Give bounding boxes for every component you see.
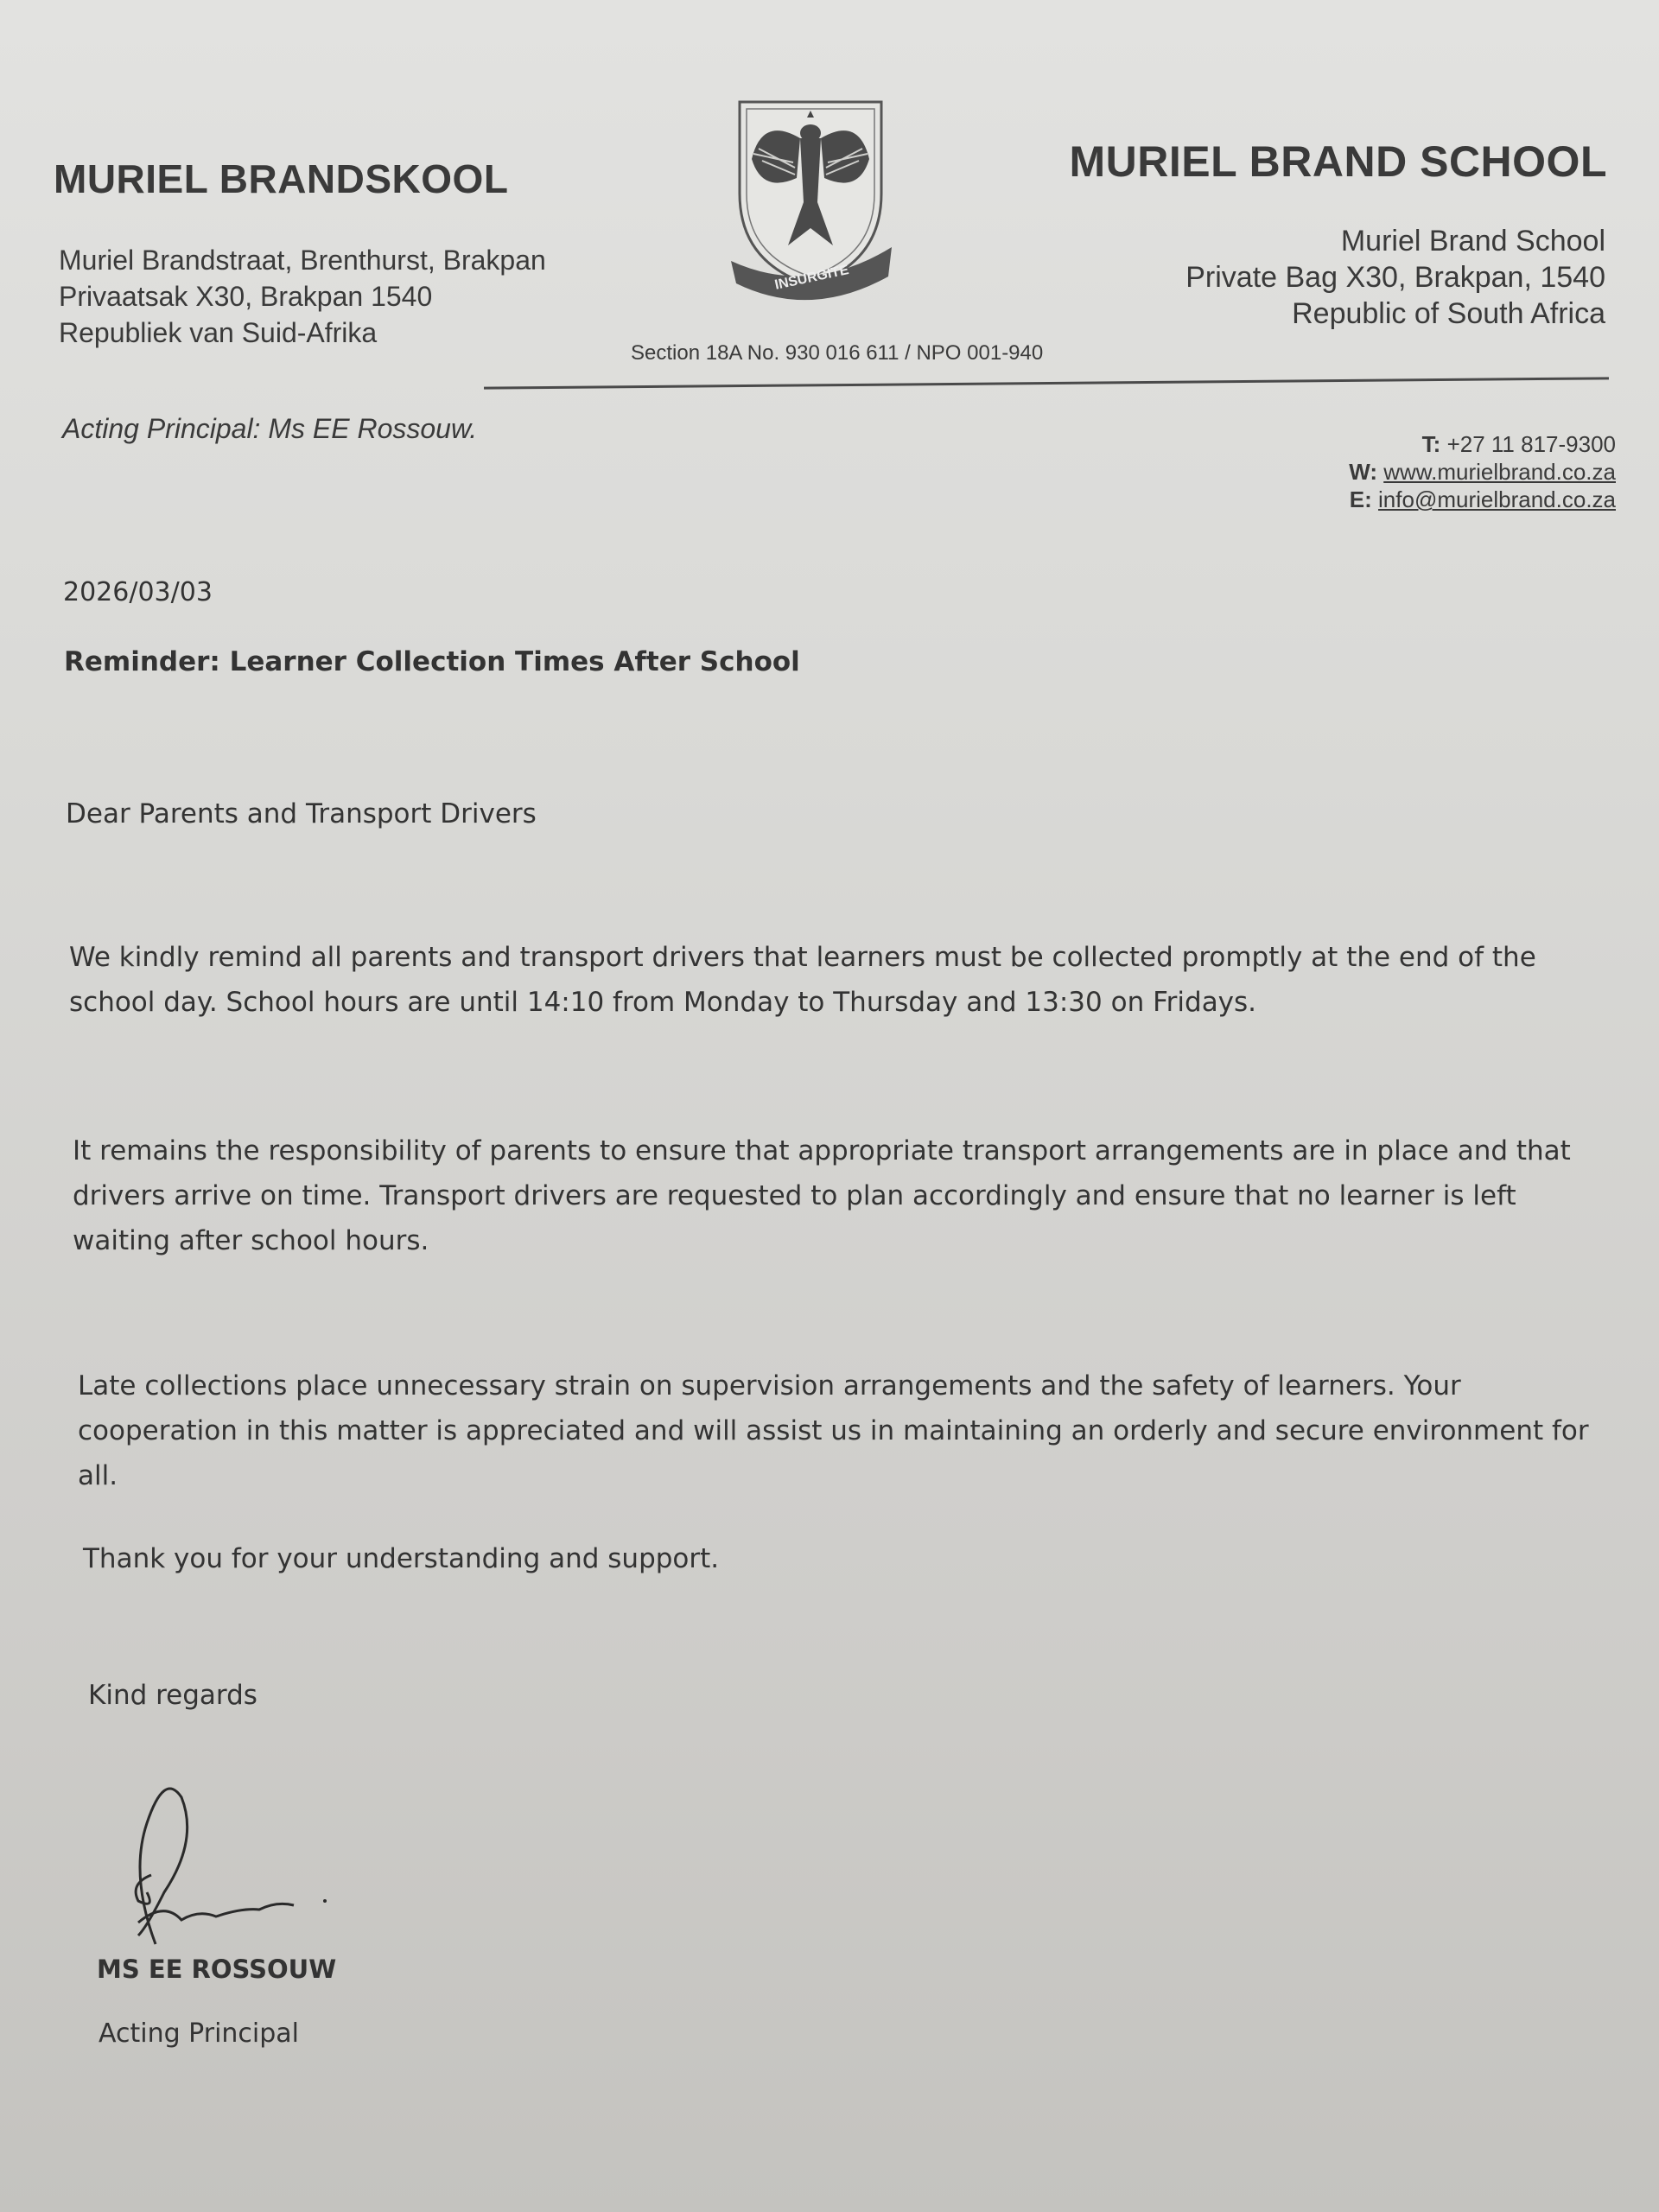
- letter-date: 2026/03/03: [63, 577, 213, 607]
- address-line: Privaatsak X30, Brakpan 1540: [59, 281, 433, 312]
- email-line: [1349, 486, 1616, 513]
- phone-label: T:: [1421, 431, 1441, 457]
- paragraph-1: We kindly remind all parents and transport drivers that learners must be collected promptly at the end of the school day. School hours are until 14:10 from Monday to Thursday and 13:30 on Fridays.: [69, 942, 1536, 1018]
- address-line: Republic of South Africa: [1292, 297, 1605, 330]
- salutation: Dear Parents and Transport Drivers: [66, 798, 537, 830]
- web-line: [1349, 458, 1616, 486]
- web-label: W:: [1349, 459, 1377, 485]
- address-afrikaans: [59, 242, 546, 351]
- website-link[interactable]: www.murielbrand.co.za: [1383, 459, 1616, 485]
- phone-line: [1349, 430, 1616, 458]
- school-name-english: MURIEL BRAND SCHOOL: [1069, 137, 1607, 186]
- paragraph-2: It remains the responsibility of parents to ensure that appropriate transport arrangements are in place and that drivers arrive on time. Transport drivers are requested to plan accordingly and ensure that no learner is left waiting after school hours.: [73, 1135, 1571, 1256]
- school-crest-logo: [728, 99, 896, 315]
- address-line: Republiek van Suid-Afrika: [59, 317, 378, 348]
- school-name-afrikaans: MURIEL BRANDSKOOL: [54, 156, 509, 201]
- contact-details: [1349, 430, 1616, 513]
- svg-text:INSURGITE: INSURGITE: [773, 263, 850, 293]
- signatory-name: MS EE ROSSOUW: [97, 1955, 337, 1984]
- address-line: Private Bag X30, Brakpan, 1540: [1185, 261, 1605, 294]
- paragraph-3: Late collections place unnecessary strain on supervision arrangements and the safety of learners. Your cooperation in this matter is appreciated and will assist us in maintaining an orderly and secure environment for all.: [78, 1370, 1589, 1491]
- signatory-title: Acting Principal: [99, 2018, 300, 2049]
- letter-subject: Reminder: Learner Collection Times After School: [64, 646, 800, 677]
- address-line: Muriel Brandstraat, Brenthurst, Brakpan: [59, 245, 546, 276]
- phone-number: +27 11 817-9300: [1446, 431, 1616, 457]
- thank-you-line: Thank you for your understanding and support.: [83, 1543, 720, 1574]
- address-english: [1185, 223, 1605, 332]
- registration-number: Section 18A No. 930 016 611 / NPO 001-940: [631, 341, 1044, 365]
- header-divider: [484, 377, 1609, 389]
- closing: Kind regards: [88, 1680, 257, 1711]
- email-link[interactable]: info@murielbrand.co.za: [1378, 486, 1616, 512]
- email-label: E:: [1349, 486, 1372, 512]
- acting-principal-header: Acting Principal: Ms EE Rossouw.: [62, 413, 478, 444]
- handwritten-signature: [112, 1771, 346, 1953]
- address-line: Muriel Brand School: [1340, 225, 1605, 257]
